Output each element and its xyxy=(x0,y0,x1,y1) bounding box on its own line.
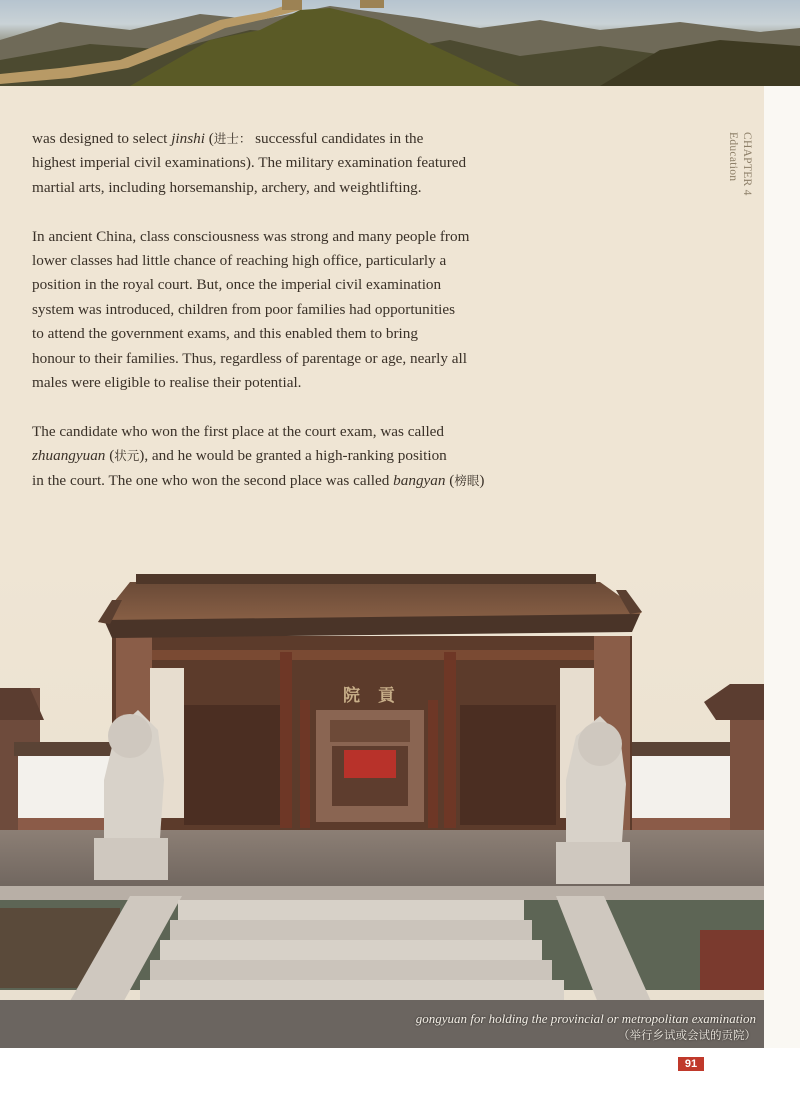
body-text xyxy=(32,127,552,517)
great-wall-illustration xyxy=(0,0,800,86)
paragraph-3 xyxy=(32,420,552,493)
text-line: males were eligible to realise their potential. xyxy=(32,374,302,392)
page-margin xyxy=(764,86,800,1048)
page-number: 91 xyxy=(678,1057,704,1071)
text-line: The candidate who won the first place at the court exam, was called xyxy=(32,422,445,440)
gate-plaque: 院 貢 xyxy=(343,686,401,706)
text-line: highest imperial civil examinations). The military examination featured xyxy=(32,154,467,172)
photo-caption xyxy=(416,1011,756,1043)
chapter-section: Education xyxy=(727,132,739,182)
chapter-label: CHAPTER 4 xyxy=(741,132,753,196)
text-line: was designed to select jinshi (进士： successful candidates in the xyxy=(32,130,424,147)
romanized-term: zhuangyuan xyxy=(32,447,106,465)
text-line: position in the royal court. But, once the imperial civil examination xyxy=(32,276,442,294)
gongyuan-photo xyxy=(0,560,764,1048)
text-line: in the court. The one who won the second place was called bangyan (榜眼) xyxy=(32,471,485,489)
paragraph-2 xyxy=(32,225,552,396)
text-line: In ancient China, class consciousness was strong and many people from xyxy=(32,227,470,245)
text-line: honour to their families. Thus, regardless of parentage or age, nearly all xyxy=(32,349,467,367)
chapter-tab xyxy=(726,132,754,196)
text-line: martial arts, including horsemanship, archery, and weightlifting. xyxy=(32,178,422,196)
paragraph-1 xyxy=(32,127,552,200)
chinese-term: 状元 xyxy=(114,448,140,464)
caption-chinese: （举行乡试或会试的贡院） xyxy=(618,1028,756,1042)
text-line: system was introduced, children from poor families had opportunities xyxy=(32,300,456,318)
text-line: to attend the government exams, and this enabled them to bring xyxy=(32,325,418,343)
romanized-term: bangyan xyxy=(393,471,446,489)
gongyuan-gate-illustration xyxy=(0,560,764,1048)
text-line: lower classes had little chance of reaching high office, particularly a xyxy=(32,252,447,270)
caption-english: gongyuan for holding the provincial or metropolitan examination xyxy=(415,1011,756,1026)
text-line: zhuangyuan (状元), and he would be granted a high-ranking position xyxy=(32,447,447,465)
header-landscape-photo xyxy=(0,0,800,86)
chinese-term: 榜眼 xyxy=(454,472,480,488)
romanized-term: jinshi xyxy=(171,130,205,147)
chinese-term: 进士： xyxy=(213,131,252,146)
